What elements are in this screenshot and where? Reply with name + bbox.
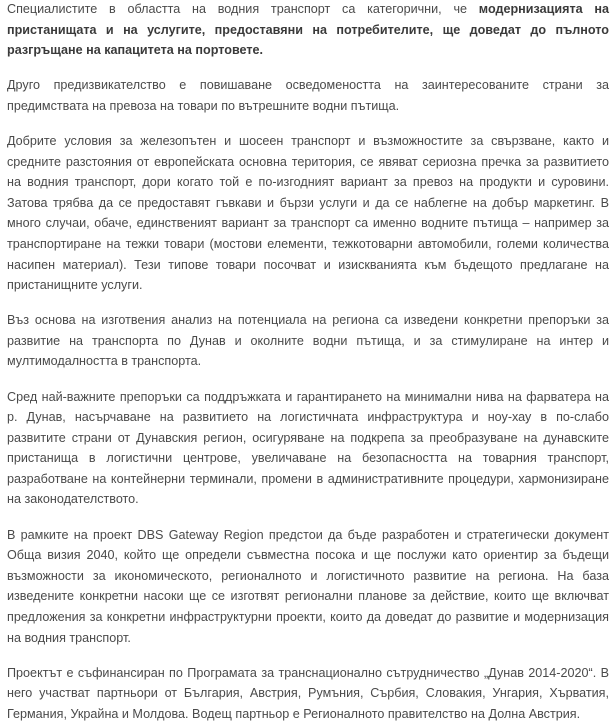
- paragraph-modernization: [7, 0, 609, 61]
- paragraph-cofinancing: Проектът е съфинансиран по Програмата за транснационално сътрудничество „Дунав 2014-2020“. В него участват партньори от България, Австрия, Румъния, Сърбия, Словакия, Унгария, Хърватия, Германия, Украйна и Молдова. Водещ партньор е Регионалното правителство на Долна Австрия.: [7, 665, 609, 721]
- paragraph-common-vision: В рамките на проект DBS Gateway Region предстои да бъде разработен и стратегически документ Обща визия 2040, който ще определи съвместна посока и ще послужи като ориентир за бъдещи възможности за икономическото, регионалното и логистичното развитие на региона. На база изведените конкретни насоки ще се изготвят регионални планове за действие, които ще включват предложения за конкретни инфраструктурни проекти, които да доведат до развитие и модернизация на водния транспорт.: [7, 527, 609, 645]
- article-body: [7, 0, 609, 724]
- paragraph-recommendations-intro: Въз основа на изготвения анализ на потенциала на региона са изведени конкретни препоръки за развитие на транспорта по Дунав и околните водни пътища, и за стимулиране на интер и мултимодалността в транспорта.: [7, 313, 609, 369]
- paragraph-lead-text: Специалистите в областта на водния транспорт са категорични, че: [7, 2, 479, 16]
- paragraph-transport-conditions: Добрите условия за железопътен и шосеен транспорт и възможностите за свързване, както и средните разстояния от европейската основна територия, се явяват сериозна пречка за развитието на водния транспорт, дори когато той е по-изгодният вариант за превоз на продукти и суровини. Затова трябва да се предоставят гъвкави и бързи услуги и да се наблегне на добър маркетинг. В много случаи, обаче, единственият вариант за транспорт са именно водните пътища – например за транспортиране на тежки товари (мостови елементи, тежкотоварни автомобили, големи количества насипен материал). Тези типове товари посочват и изискванията към бъдещото предлагане на пристанищните услуги.: [7, 133, 609, 293]
- emphasized-text: модернизацията на пристанищата и на услугите, предоставяни на потребителите, ще доведат до пълното разгръщане на капацитета на портовете.: [7, 2, 609, 58]
- paragraph-key-recommendations: Сред най-важните препоръки са поддръжката и гарантирането на минимални нива на фарватера на р. Дунав, насърчаване на развитието на логистичната инфраструктура и ноу-хау в по-слабо развитите страни от Дунавския регион, осигуряване на подкрепа за преобразуване на дунавските пристанища в логистични центрове, увеличаване на безопасността на товарния транспорт, разработване на контейнерни терминали, промени в административните процедури, хармонизиране на законодателството.: [7, 389, 609, 507]
- paragraph-awareness: Друго предизвикателство е повишаване осведомеността на заинтересованите страни за предимствата на превоза на товари по вътрешните водни пътища.: [7, 78, 609, 113]
